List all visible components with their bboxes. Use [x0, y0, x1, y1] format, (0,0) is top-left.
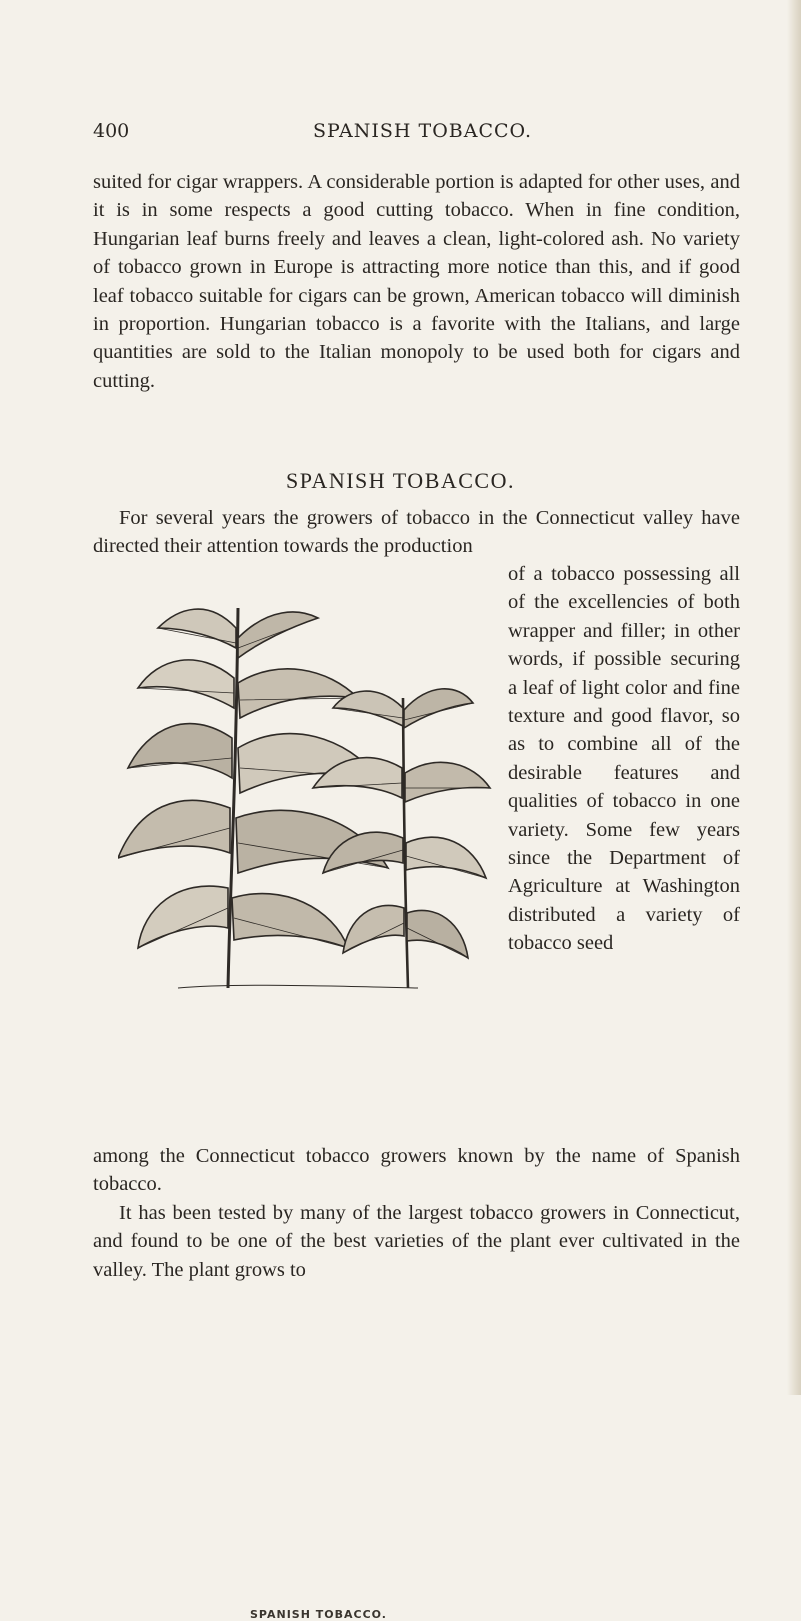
paragraph-intro: For several years the growers of tobacco in the Connecticut valley have directed their attention towards the production: [93, 507, 740, 558]
paragraph-intro-end: among the Connecticut tobacco growers known by the name of Spanish tobacco.: [93, 1145, 740, 1196]
paragraph-closing: [93, 1142, 740, 1284]
running-head: [93, 120, 733, 150]
running-title: SPANISH TOBACCO.: [313, 120, 533, 142]
page-edge: [787, 0, 801, 1395]
section-heading: SPANISH TOBACCO.: [285, 468, 515, 493]
tobacco-plant-icon: [118, 588, 496, 998]
page-number: 400: [93, 120, 130, 142]
paragraph-wrapped-column: of a tobacco possessing all of the excellencies of both wrapper and filler; in other words, if possible securing a leaf of light color and fine texture and good flavor, so as to combine all of the desirable features and qualities of tobacco in one variety. Some few years since the Department of Agriculture at Washington distributed a variety of tobacco seed: [508, 563, 740, 955]
paragraph-hungarian: suited for cigar wrappers. A considerable portion is adapted for other uses, and it is in some respects a good cutting tobacco. When in fine condition, Hungarian leaf burns freely and leaves a clean, light-colored ash. No variety of tobacco grown in Europe is attracting more notice than this, and if good leaf tobacco suitable for cigars can be grown, American tobacco will diminish in proportion. Hungarian tobacco is a favorite with the Italians, and large quantities are sold to the Italian monopoly to be used both for cigars and cutting.: [93, 171, 740, 392]
figure-caption: SPANISH TOBACCO.: [250, 1608, 387, 1621]
paragraph-tested: It has been tested by many of the largest tobacco growers in Connecticut, and found to be one of the best varieties of the plant ever cultivated in the valley. The plant grows to: [93, 1201, 740, 1281]
